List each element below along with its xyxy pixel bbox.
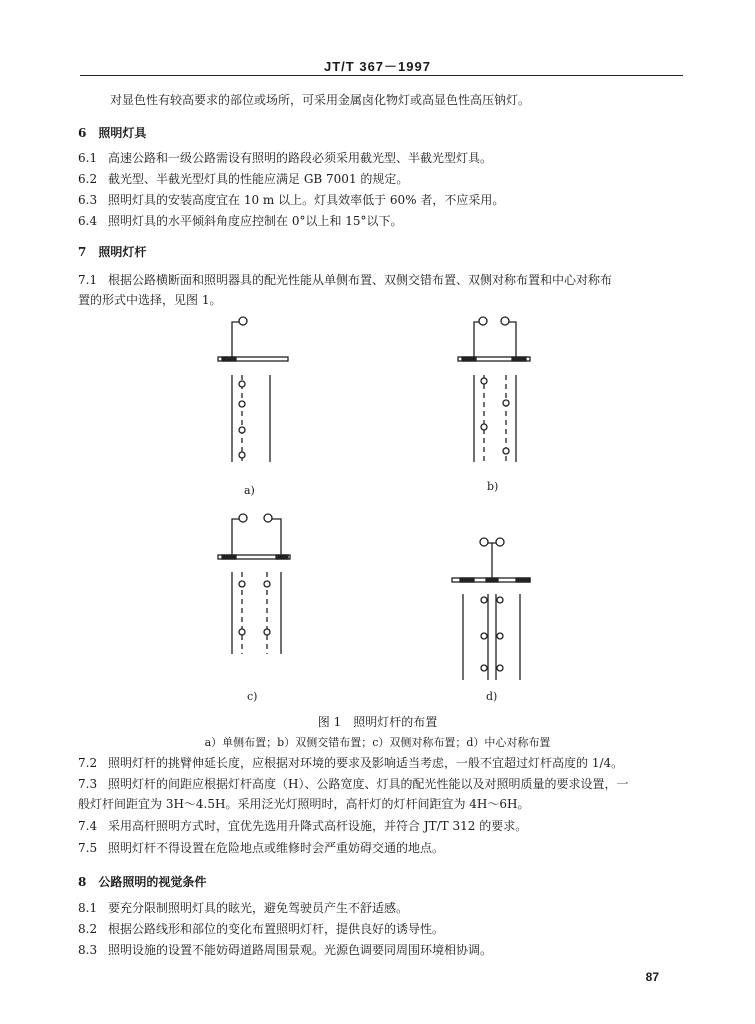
clause-7-5: 7.5 照明灯杆不得设置在危险地点或维修时会严重妨碍交通的地点。	[78, 841, 445, 855]
clause-8-1: 8.1 要充分限制照明灯具的眩光，避免驾驶员产生不舒适感。	[78, 901, 409, 915]
standard-code-header: JT/T 367－1997	[324, 59, 431, 74]
figure-caption: 图 1 照明灯杆的布置	[317, 715, 438, 729]
page-number: 87	[645, 970, 659, 984]
layout-d-central	[452, 538, 530, 680]
clause-6-4: 6.4 照明灯具的水平倾斜角度应控制在 0°以上和 15°以下。	[78, 214, 403, 228]
figure-label-a: a)	[244, 484, 255, 497]
figure-subcaption: a）单侧布置；b）双侧交错布置；c）双侧对称布置；d）中心对称布置	[204, 736, 551, 749]
layout-c-symmetric	[218, 514, 290, 654]
figure-label-d: d)	[486, 690, 498, 703]
clause-7-1: 7.1 根据公路横断面和照明器具的配光性能从单侧布置、双侧交错布置、双侧对称布置和中心对称布	[78, 273, 613, 287]
clause-6-3: 6.3 照明灯具的安装高度宜在 10 m 以上。灯具效率低于 60% 者，不应采用。	[78, 193, 505, 207]
intro-paragraph: 对显色性有较高要求的部位或场所，可采用金属卤化物灯或高显色性高压钠灯。	[110, 93, 531, 107]
clause-7-4: 7.4 采用高杆照明方式时，宜优先选用升降式高杆设施，并符合 JT/T 312 的要求。	[78, 819, 528, 833]
section-8-heading: 8 公路照明的视觉条件	[78, 875, 207, 889]
clause-8-3: 8.3 照明设施的设置不能妨碍道路周围景观。光源色调要同周围环境相协调。	[78, 943, 493, 957]
section-6-heading: 6 照明灯具	[78, 126, 147, 140]
clause-8-2: 8.2 根据公路线形和部位的变化布置照明灯杆，提供良好的诱导性。	[78, 922, 445, 936]
layout-b-staggered	[458, 317, 530, 462]
clause-7-1-cont: 置的形式中选择，见图 1。	[78, 293, 222, 307]
clause-7-3-cont: 般灯杆间距宜为 3H～4.5H。采用泛光灯照明时，高杆灯的灯杆间距宜为 4H～6H。	[78, 797, 530, 811]
clause-7-2: 7.2 照明灯杆的挑臂伸延长度，应根据对环境的要求及影响适当考虑，一般不宜超过灯杆高度的 1/4。	[78, 756, 624, 770]
clause-6-2: 6.2 截光型、半截光型灯具的性能应满足 GB 7001 的规定。	[78, 172, 409, 186]
clause-7-3: 7.3 照明灯杆的间距应根据灯杆高度（H）、公路宽度、灯具的配光性能以及对照明质量的要求设置，一	[78, 777, 629, 791]
section-7-heading: 7 照明灯杆	[78, 245, 147, 259]
layout-a-single-side	[218, 317, 288, 462]
figure-label-c: c)	[247, 690, 258, 703]
clause-6-1: 6.1 高速公路和一级公路需设有照明的路段必须采用截光型、半截光型灯具。	[78, 151, 493, 165]
figure-label-b: b)	[487, 480, 499, 493]
